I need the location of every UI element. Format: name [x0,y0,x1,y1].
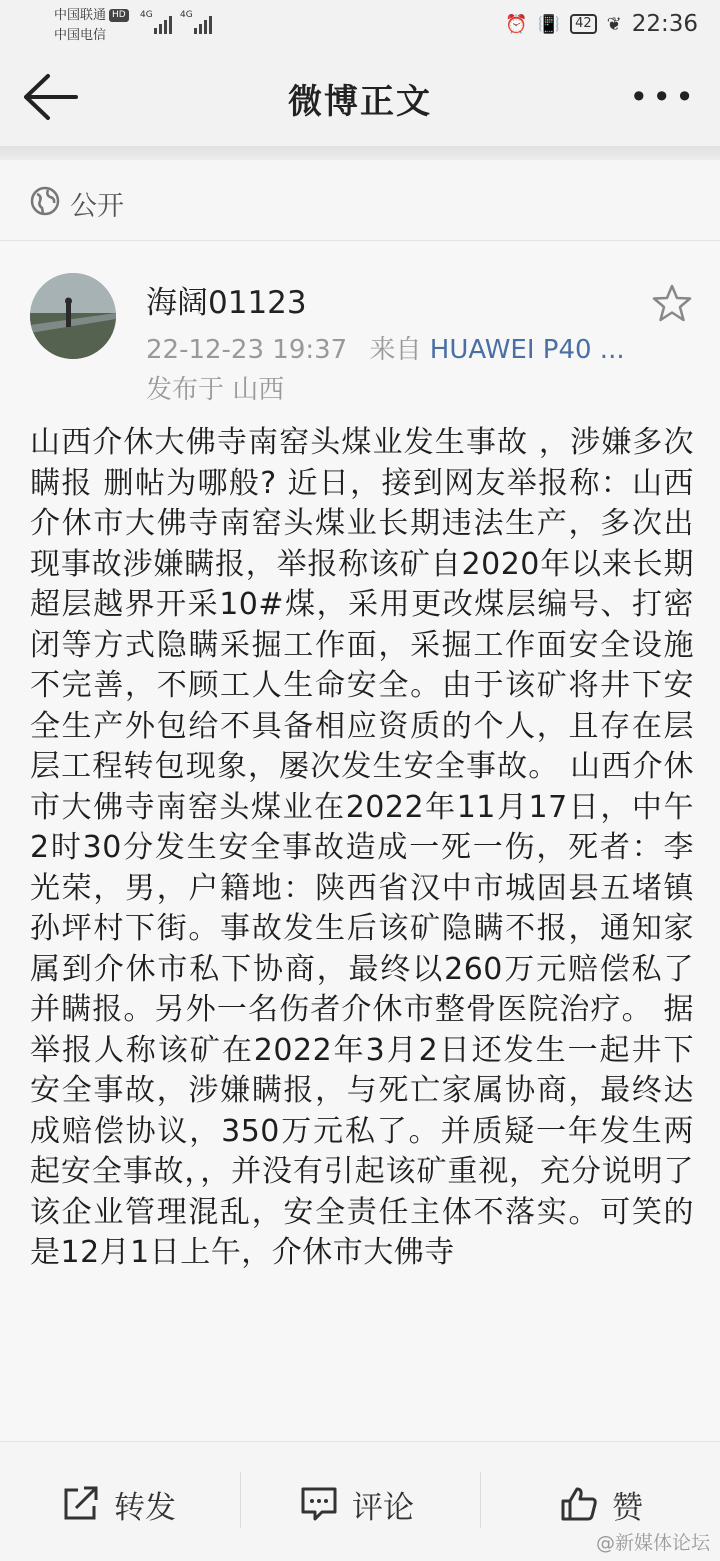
signal-icon [140,12,176,34]
repost-button[interactable] [62,1480,176,1528]
signal-icon-2 [180,12,216,34]
more-options-icon[interactable]: ••• [629,78,698,116]
net-type-2: 4G [180,10,193,20]
clock: 22:36 [631,11,698,37]
vibrate-icon: 📳 [537,13,561,35]
repost-icon [62,1486,100,1522]
leaf-icon: ❦ [606,13,622,35]
post-card [0,241,720,1441]
post-body: 山西介休大佛寺南窑头煤业发生事故 ，涉嫌多次瞒报 删帖为哪般? 近日，接到网友举报称：山西介休市大佛寺南窑头煤业长期违法生产，多次出现事故涉嫌瞒报，举报称该矿自2020年以来长期超层越界开采10#煤，采用更改煤层编号、打密闭等方式隐瞒采掘工作面，采掘工作面安全设施不完善，不顾工人生命安全。由于该矿将井下安全生产外包给不具备相应资质的个人，且存在层层工程转包现象，屡次发生安全事故。 山西介休市大佛寺南窑头煤业在2022年11月17日，中午2时30分发生安全事故造成一死一伤，死者：李光荣，男，户籍地：陕西省汉中市城固县五堵镇孙坪村下街。事故发生后该矿隐瞒不报，通知家属到介休市私下协商，最终以260万元赔偿私了并瞒报。另外一名伤者介休市整骨医院治疗。 据举报人称该矿在2022年3月2日还发生一起井下安全事故，涉嫌瞒报，与死亡家属协商，最终达成赔偿协议，350万元私了。并质疑一年发生两起安全事故，，并没有引起该矿重视，充分说明了该企业管理混乱，安全责任主体不落实。可笑的是12月1日上午，介休市大佛寺 [30,425,694,1270]
visibility-row [0,160,720,241]
repost-label: 转发 [114,1489,176,1526]
thumbs-up-icon [560,1486,598,1522]
carrier-1: 中国联通 [54,8,107,23]
avatar-image [30,273,116,359]
comment-button[interactable] [300,1480,414,1528]
action-divider-1 [240,1472,241,1528]
username[interactable]: 海阔01123 [146,285,307,321]
watermark: @新媒体论坛 [595,1532,710,1554]
battery-indicator: 42 [570,14,597,34]
like-label: 赞 [612,1489,643,1526]
source-device[interactable]: HUAWEI P40 ... [429,335,625,365]
favorite-star-icon[interactable] [652,283,692,323]
source-prefix: 来自 [369,335,422,365]
globe-icon [30,186,60,216]
post-datetime: 22-12-23 19:37 [146,335,348,365]
post-meta [146,329,625,366]
comment-label: 评论 [352,1489,414,1526]
avatar[interactable] [30,273,116,359]
hd-badge: HD [109,9,129,22]
comment-icon [300,1486,338,1522]
post-location: 发布于 山西 [146,375,285,405]
status-bar [0,0,720,48]
visibility-label: 公开 [70,191,124,222]
carrier-2: 中国电信 [54,28,107,43]
alarm-icon: ⏰ [505,13,528,35]
action-divider-2 [480,1472,481,1528]
carrier-info [54,6,129,46]
bottom-action-bar [0,1441,720,1561]
header-divider [0,146,720,160]
status-right [505,10,698,38]
like-button[interactable] [560,1480,643,1528]
top-bar [0,48,720,146]
net-type-1: 4G [140,10,153,20]
page-title: 微博正文 [288,82,432,122]
